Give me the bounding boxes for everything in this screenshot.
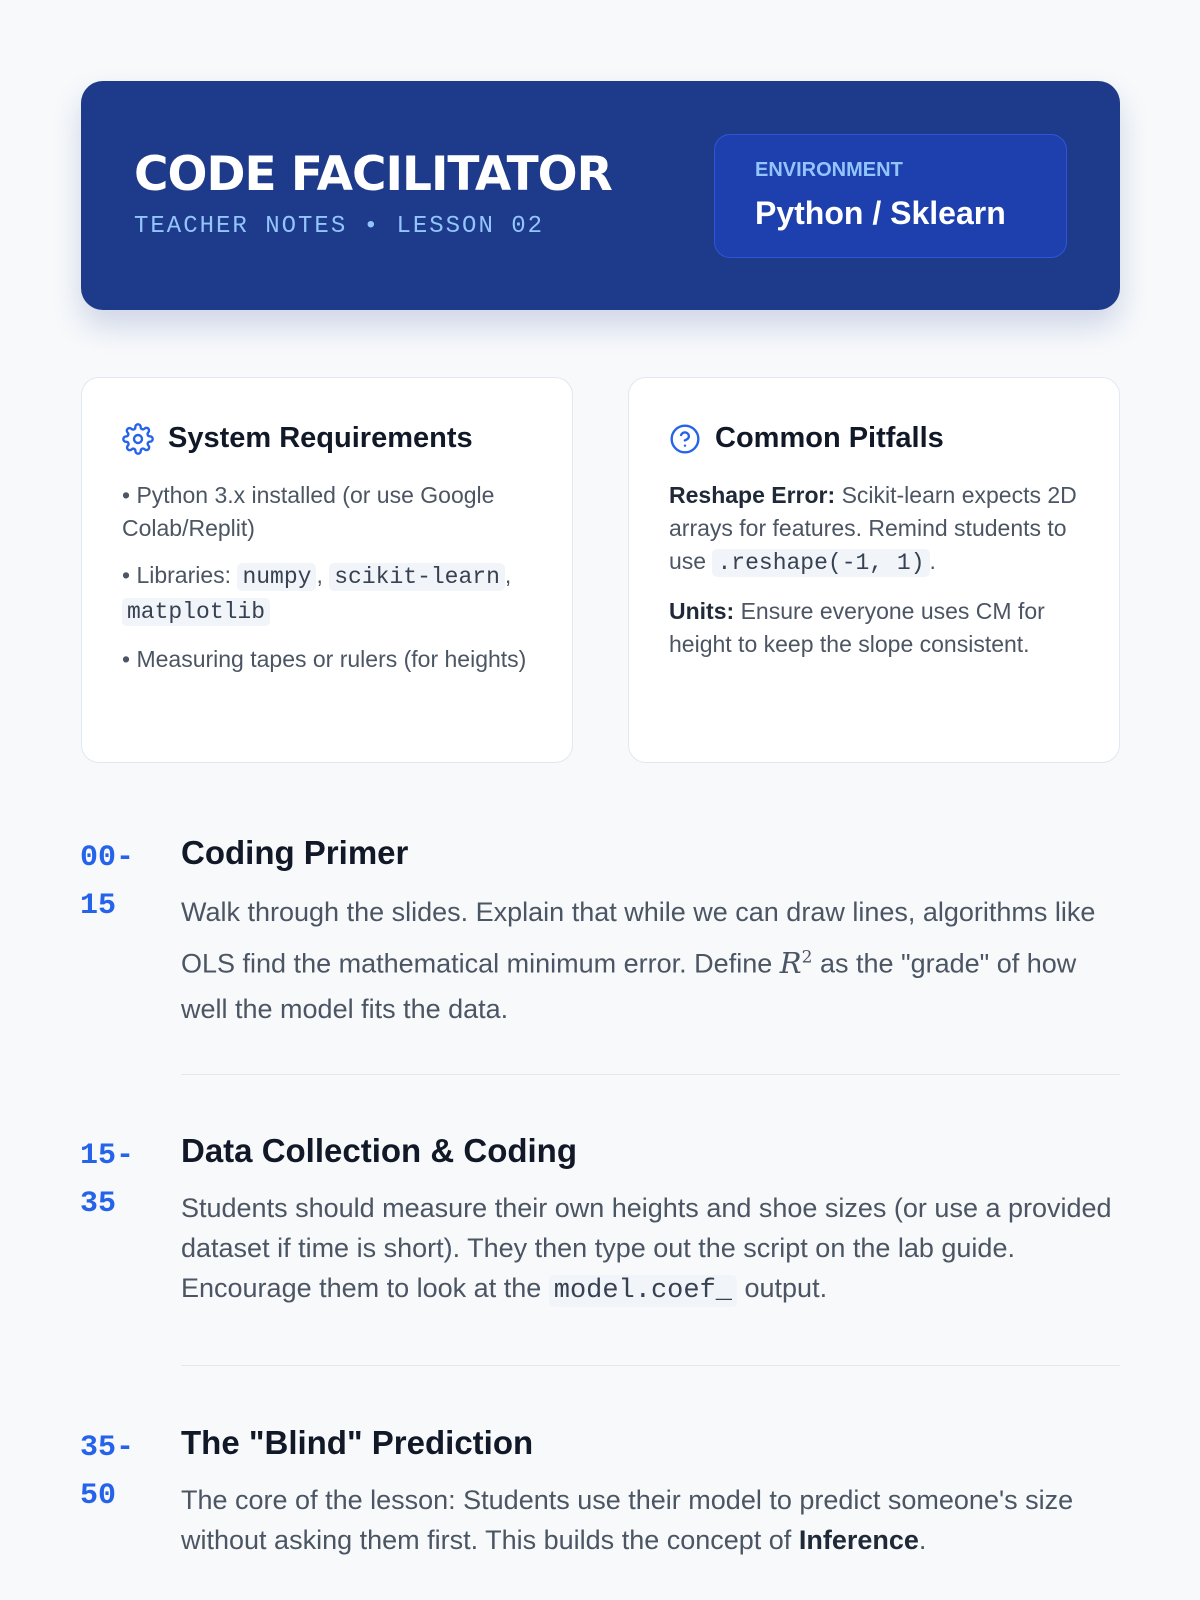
question-circle-icon xyxy=(669,423,701,455)
code-snippet: model.coef_ xyxy=(549,1275,737,1307)
pitfall-item xyxy=(669,479,1079,580)
code-snippet: numpy xyxy=(237,563,316,591)
page-title: CODE FACILITATOR xyxy=(134,147,612,202)
segment-body xyxy=(181,834,1121,1032)
pitfall-item xyxy=(669,595,1079,661)
punctuation: . xyxy=(929,548,936,574)
emphasis: Inference xyxy=(798,1525,919,1555)
time-end: 50 xyxy=(80,1479,117,1513)
divider xyxy=(181,1074,1120,1075)
segment-body xyxy=(181,1424,1121,1560)
pitfall-text: Ensure everyone uses CM for height to keep the slope consistent. xyxy=(669,598,1045,657)
time-end: 35 xyxy=(80,1187,117,1221)
list-item: • Libraries: numpy , scikit-learn , matplotlib xyxy=(122,562,512,625)
common-pitfalls-card xyxy=(628,377,1120,763)
code-snippet: .reshape(-1, 1) xyxy=(712,549,929,577)
code-snippet: matplotlib xyxy=(122,598,270,626)
time-range xyxy=(80,834,160,930)
text-part: as the "grade" of how well the model fits the data. xyxy=(181,948,1077,1024)
math-expression xyxy=(780,946,813,980)
segment-text xyxy=(181,1188,1121,1311)
time-end: 15 xyxy=(80,889,117,923)
requirement-text: Python 3.x installed (or use Google Colab/Replit) xyxy=(122,482,495,541)
text-part: Students should measure their own heights and shoe sizes (or use a provided dataset if time is short). They then type out the script on the lab guide. Encourage them to look at the xyxy=(181,1193,1112,1303)
text-part: . xyxy=(918,1525,927,1555)
gear-icon xyxy=(122,423,154,455)
code-snippet: scikit-learn xyxy=(329,563,505,591)
environment-value: Python / Sklearn xyxy=(755,195,1006,231)
environment-label: ENVIRONMENT xyxy=(755,159,903,181)
time-start: 35- xyxy=(80,1431,135,1465)
time-start: 15- xyxy=(80,1139,135,1173)
card-header xyxy=(669,422,1079,455)
requirement-text: Libraries: xyxy=(136,562,232,588)
separator: , xyxy=(504,562,512,588)
text-part: The core of the lesson: Students use their model to predict someone's size without asking them first. This builds the concept of xyxy=(181,1485,1074,1555)
separator: , xyxy=(316,562,323,588)
pitfall-label: Units: xyxy=(669,598,735,624)
time-start: 00- xyxy=(80,841,135,875)
pitfall-text: Scikit-learn expects 2D arrays for features. Remind students to use xyxy=(669,482,1077,574)
math-base: R xyxy=(779,945,802,980)
text-part: output. xyxy=(744,1273,828,1303)
segment-text xyxy=(181,1480,1121,1560)
list-item: • Python 3.x installed (or use Google Colab/Replit) xyxy=(122,482,495,541)
segment-title: The "Blind" Prediction xyxy=(181,1424,534,1461)
segment-title: Data Collection & Coding xyxy=(181,1132,577,1169)
requirement-text: Measuring tapes or rulers (for heights) xyxy=(136,646,527,672)
pitfall-label: Reshape Error: xyxy=(669,482,836,508)
header-banner xyxy=(81,81,1120,310)
time-range xyxy=(80,1132,160,1228)
card-header xyxy=(122,422,532,455)
system-requirements-card xyxy=(81,377,573,763)
card-title: Common Pitfalls xyxy=(715,422,944,454)
card-title: System Requirements xyxy=(168,422,473,454)
time-range xyxy=(80,1424,160,1520)
math-exponent: 2 xyxy=(801,947,813,967)
page-subtitle: TEACHER NOTES • LESSON 02 xyxy=(134,213,545,240)
text-part: Walk through the slides. Explain that while we can draw lines, algorithms like OLS find the mathematical minimum error. Define xyxy=(181,897,1096,979)
segment-title: Coding Primer xyxy=(181,834,409,871)
divider xyxy=(181,1365,1120,1366)
list-item: • Measuring tapes or rulers (for heights) xyxy=(122,646,527,672)
environment-badge xyxy=(714,134,1067,258)
segment-text xyxy=(181,890,1121,1032)
segment-body xyxy=(181,1132,1121,1311)
